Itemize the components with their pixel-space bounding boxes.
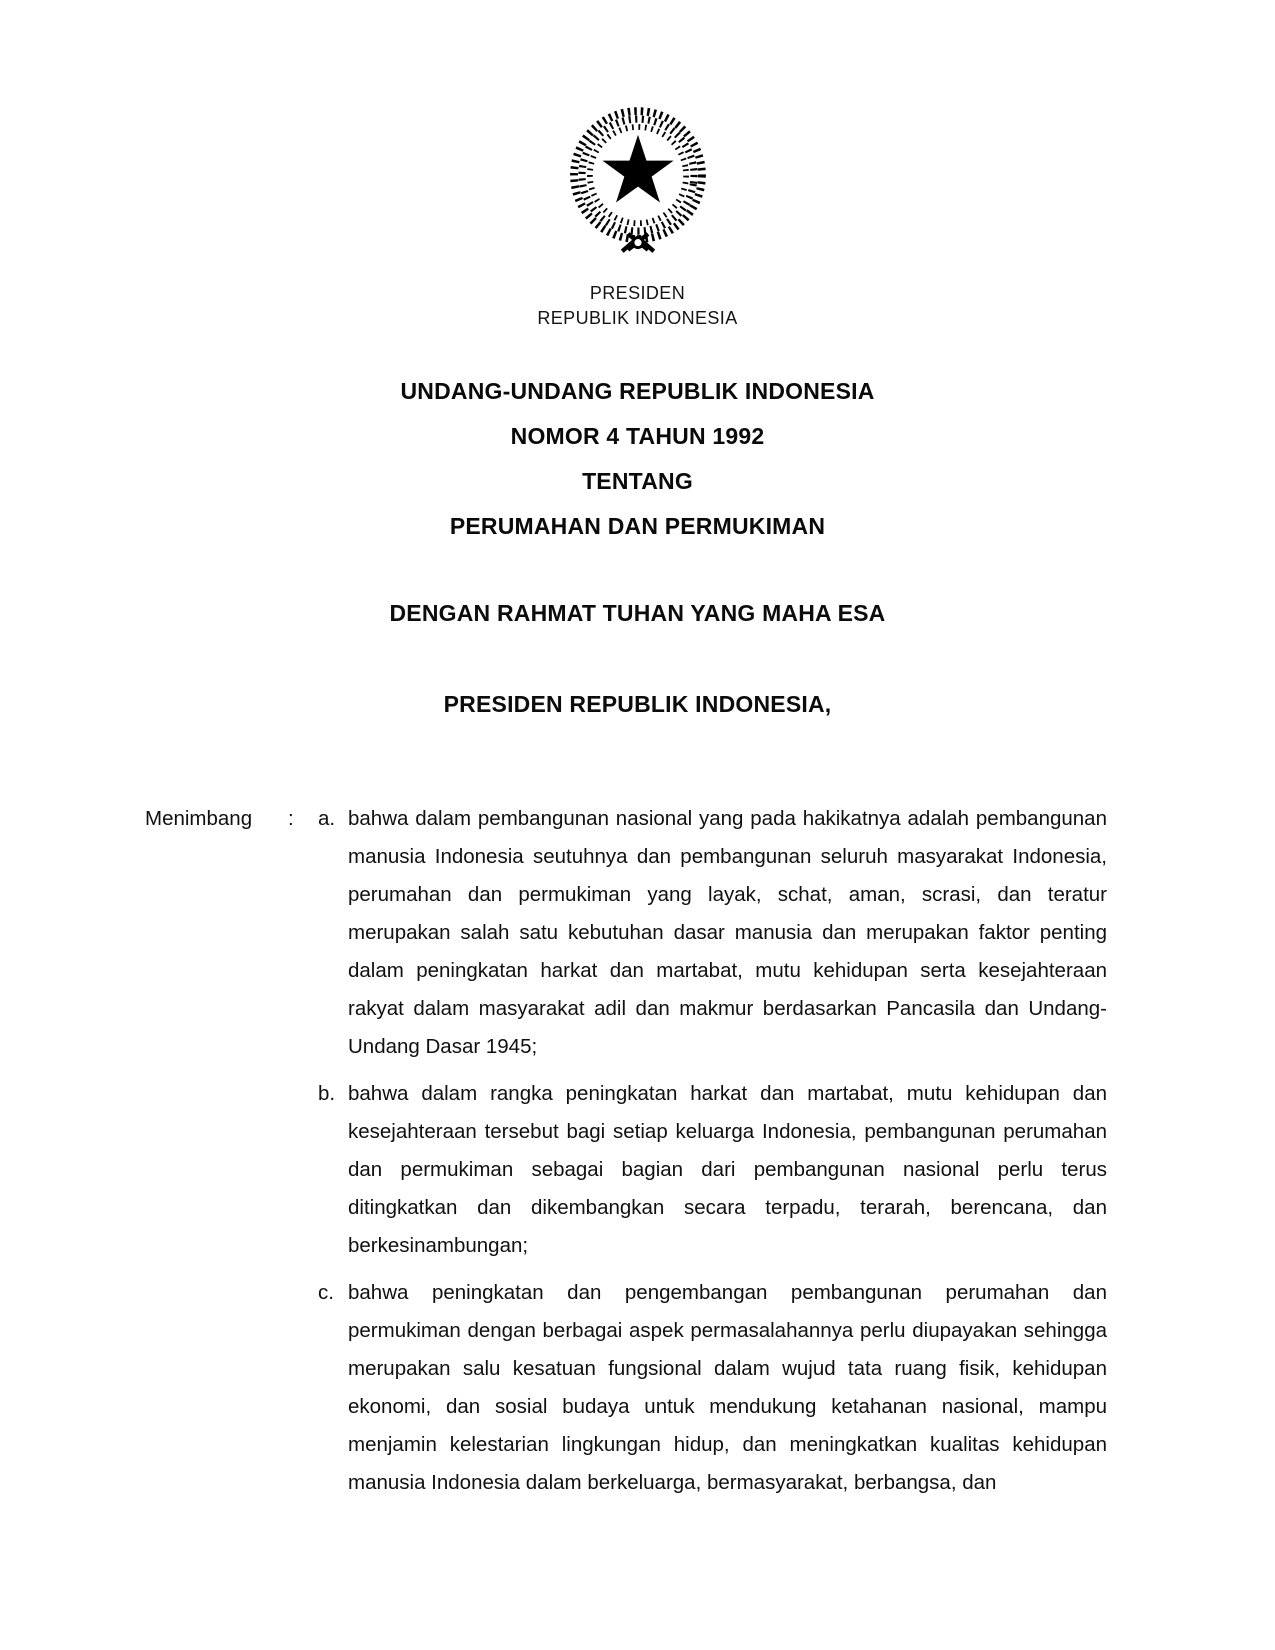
considerations-label: Menimbang [145, 807, 253, 830]
issuer-line: PRESIDEN REPUBLIK INDONESIA, [443, 691, 832, 717]
item-marker-b: b. [318, 1082, 336, 1105]
item-marker-a: a. [318, 807, 336, 830]
item-text-c: bahwa peningkatan dan pengembangan pembangunan perumahan dan permukiman dengan berbagai aspek permasalahannya perlu diupayakan sehingga merupakan salu kesatuan fungsional dalam wujud tata ruang fisik, kehidupan ekonomi, dan sosial budaya untuk mendukung ketahanan nasional, mampu menjamin kelestarian lingkungan hidup, dan meningkatkan kualitas kehidupan manusia Indonesia dalam berkeluarga, bermasyarakat, berbangsa, dan [348, 1281, 1107, 1494]
item-text-a: bahwa dalam pembangunan nasional yang pada hakikatnya adalah pembangunan manusia Indonesia seutuhnya dan pembangunan seluruh masyarakat Indonesia, perumahan dan permukiman yang layak, schat, aman, scrasi, dan teratur merupakan salah satu kebutuhan dasar manusia dan merupakan faktor penting dalam peningkatan harkat dan martabat, mutu kehidupan serta kesejahteraan rakyat dalam masyarakat adil dan makmur berdasarkan Pancasila dan Undang-Undang Dasar 1945; [348, 807, 1107, 1058]
presidential-seal-icon [559, 98, 717, 273]
considerations-separator: : [288, 807, 294, 830]
title-law-number: NOMOR 4 TAHUN 1992 [510, 423, 765, 449]
title-law-name: UNDANG-UNDANG REPUBLIK INDONESIA [400, 378, 875, 404]
item-marker-c: c. [318, 1281, 334, 1304]
org-line-presiden: PRESIDEN [589, 283, 686, 303]
consideration-item-b [318, 1075, 1107, 1265]
considerations-list [318, 800, 1107, 1511]
letterhead [0, 0, 1275, 331]
title-tentang: TENTANG [582, 468, 693, 494]
consideration-item-c [318, 1274, 1107, 1502]
item-text-b: bahwa dalam rangka peningkatan harkat dan martabat, mutu kehidupan dan kesejahteraan tersebut bagi setiap keluarga Indonesia, pembangunan perumahan dan permukiman sebagai bagian dari pembangunan nasional perlu terus ditingkatkan dan dikembangkan secara terpadu, terarah, berencana, dan berkesinambungan; [348, 1082, 1107, 1257]
title-subject: PERUMAHAN DAN PERMUKIMAN [449, 513, 826, 539]
document-title [0, 378, 1275, 558]
considerations-section [0, 800, 1275, 1511]
invocation-line: DENGAN RAHMAT TUHAN YANG MAHA ESA [389, 600, 886, 626]
consideration-item-a [318, 800, 1107, 1066]
org-line-republik: REPUBLIK INDONESIA [537, 308, 738, 328]
